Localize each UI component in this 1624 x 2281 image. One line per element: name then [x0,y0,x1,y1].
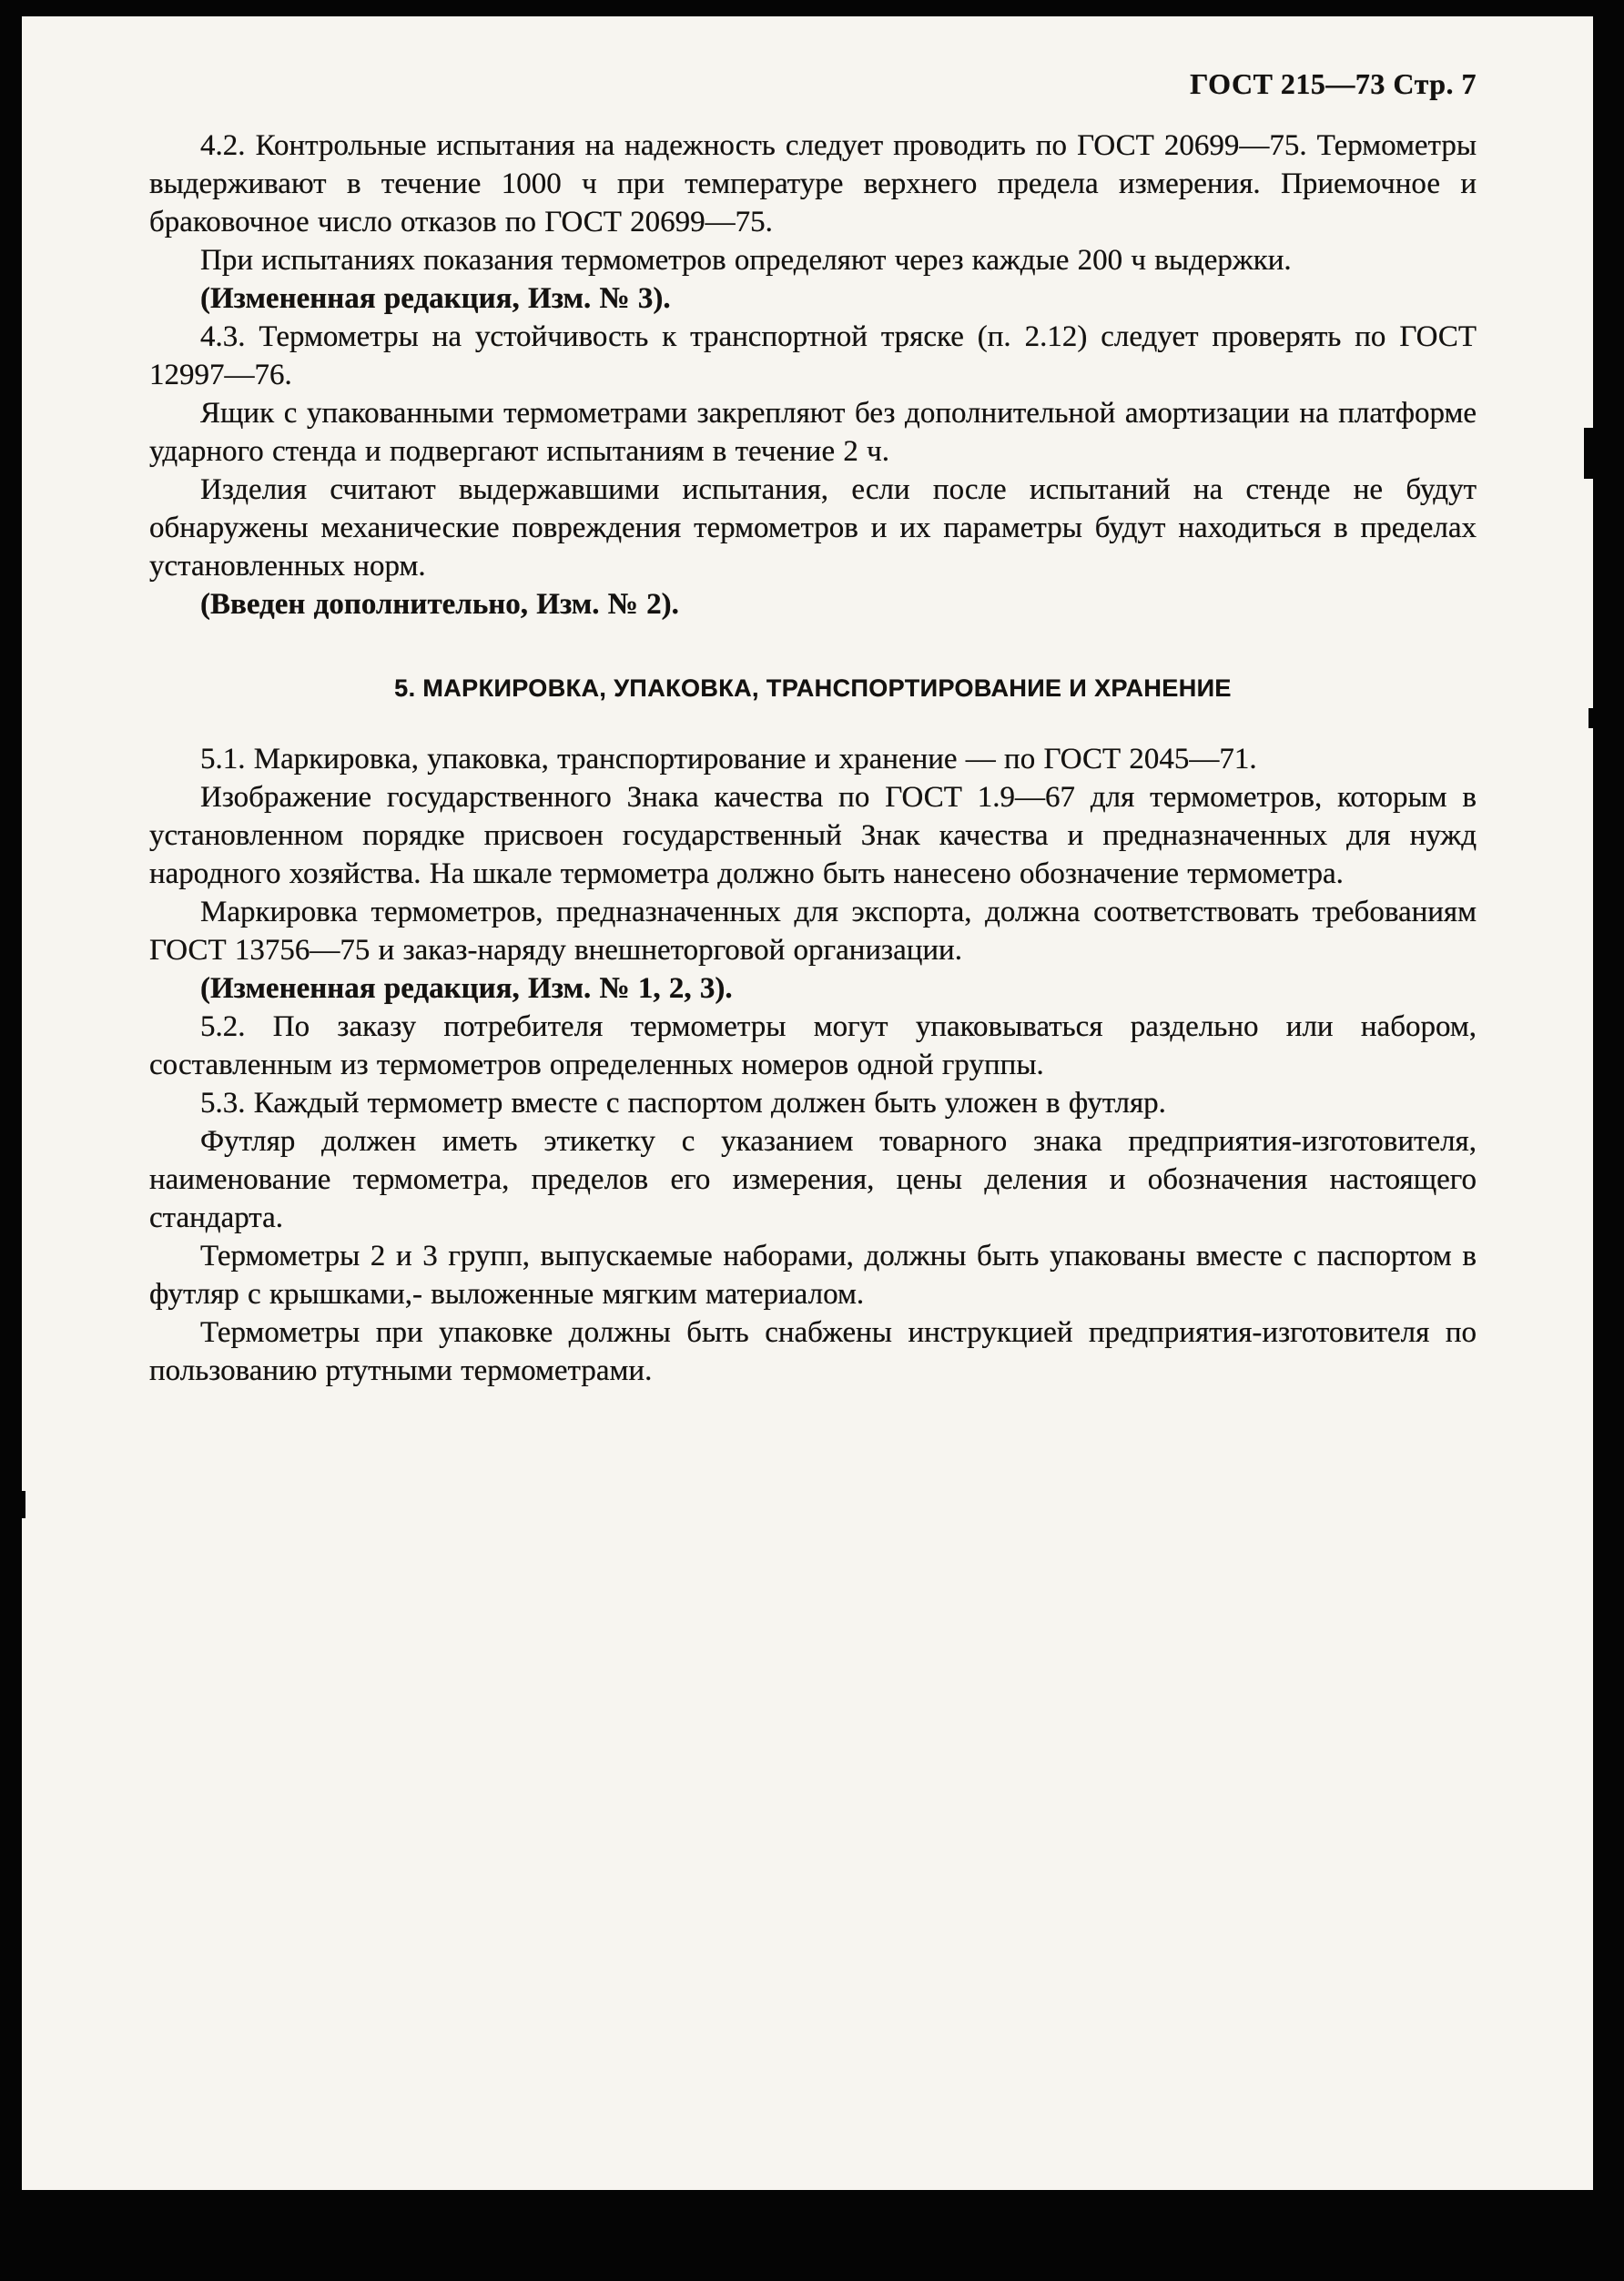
paragraph-5-1: 5.1. Маркировка, упаковка, транспортирование и хранение — по ГОСТ 2045—71. [200,743,1257,776]
scan-edge-artifact [22,1491,25,1518]
paragraph-5-3-case-label: Футляр должен иметь этикетку с указанием товарного знака предприятия-изготовителя, наименование термометра, пределов его измерения, цены деления и обозначения настоящего стандарта. [149,1125,1477,1234]
paragraph-4-3-box: Ящик с упакованными термометрами закрепляют без дополнительной амортизации на платформе ударного стенда и подвергают испытаниям в течение 2 ч. [149,397,1477,468]
page-header: ГОСТ 215—73 Стр. 7 [1190,67,1477,100]
scan-edge-artifact [1588,708,1593,728]
paragraph-4-2-cont: При испытаниях показания термометров определяют через каждые 200 ч выдержки. [200,244,1292,277]
editorial-note-izm-2: (Введен дополнительно, Изм. № 2). [200,588,679,621]
paragraph-5-1-quality-mark: Изображение государственного Знака качества по ГОСТ 1.9—67 для термометров, которым в установленном порядке присвоен государственный Знак качества и предназначенных для нужд народного хозяйства. На шкале термометра должно быть нанесено обозначение термометра. [149,781,1477,890]
paragraph-5-3-sets: Термометры 2 и 3 групп, выпускаемые наборами, должны быть упакованы вместе с паспортом в футляр с крышками,- выложенные мягким материалом. [149,1240,1477,1311]
paragraph-5-1-export: Маркировка термометров, предназначенных для экспорта, должна соответствовать требованиям ГОСТ 13756—75 и заказ-наряду внешнеторговой организации. [149,896,1477,967]
paragraph-4-3-results: Изделия считают выдержавшими испытания, если после испытаний на стенде не будут обнаружены механические повреждения термометров и их параметры будут находиться в пределах установленных норм. [149,473,1477,583]
editorial-note-izm-3: (Измененная редакция, Изм. № 3). [200,282,671,315]
paragraph-4-3: 4.3. Термометры на устойчивость к транспортной тряске (п. 2.12) следует проверять по ГОСТ 12997—76. [149,320,1477,391]
section-5-heading: 5. МАРКИРОВКА, УПАКОВКА, ТРАНСПОРТИРОВАНИЕ И ХРАНЕНИЕ [394,674,1232,702]
paragraph-4-2: 4.2. Контрольные испытания на надежность следует проводить по ГОСТ 20699—75. Термометры выдерживают в течение 1000 ч при температуре верхнего предела измерения. Приемочное и браковочное число отказов по ГОСТ 20699—75. [149,129,1477,238]
paragraph-5-3: 5.3. Каждый термометр вместе с паспортом должен быть уложен в футляр. [200,1087,1166,1120]
scan-edge-artifact [1584,428,1593,479]
editorial-note-izm-123: (Измененная редакция, Изм. № 1, 2, 3). [200,972,733,1005]
paragraph-5-3-instructions: Термометры при упаковке должны быть снабжены инструкцией предприятия-изготовителя по пользованию ртутными термометрами. [149,1316,1477,1387]
document-page [22,16,1593,2190]
paragraph-5-2: 5.2. По заказу потребителя термометры могут упаковываться раздельно или набором, составленным из термометров определенных номеров одной группы. [149,1010,1477,1081]
